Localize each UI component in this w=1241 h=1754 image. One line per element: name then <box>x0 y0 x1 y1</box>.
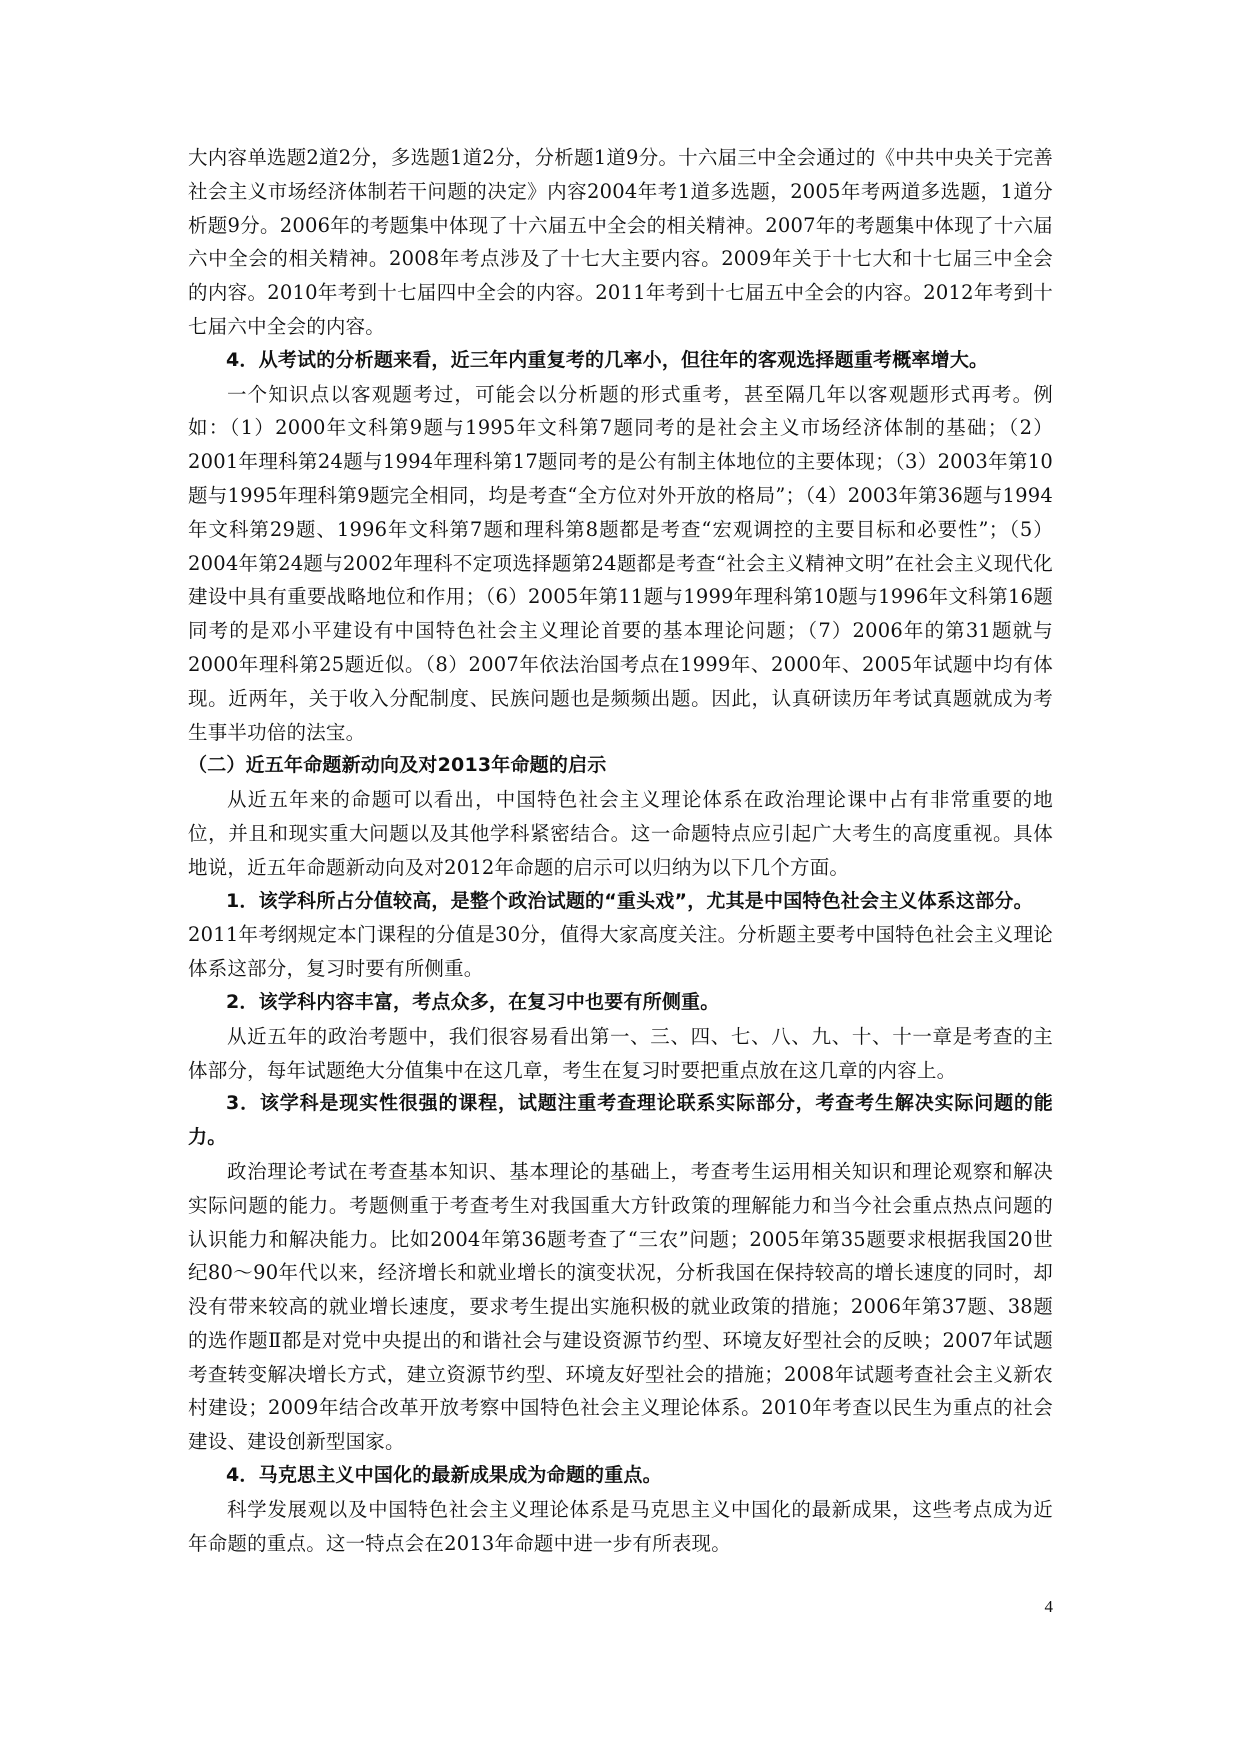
document-page <box>188 141 1053 1560</box>
paragraph-point-4b: 科学发展观以及中国特色社会主义理论体系是马克思主义中国化的最新成果，这些考点成为近年命题的重点。这一特点会在2013年命题中进一步有所表现。 <box>188 1497 1053 1555</box>
page-number: 4 <box>1044 1597 1053 1616</box>
paragraph-section-intro: 从近五年来的命题可以看出，中国特色社会主义理论体系在政治理论课中占有非常重要的地位，并且和现实重大问题以及其他学科紧密结合。这一命题特点应引起广大考生的高度重视。具体地说，近五年命题新动向及对2012年命题的启示可以归纳为以下几个方面。 <box>188 788 1053 879</box>
point-4b-heading: 4．马克思主义中国化的最新成果成为命题的重点。 <box>226 1464 662 1487</box>
paragraph-continued-intro: 大内容单选题2道2分，多选题1道2分，分析题1道9分。十六届三中全会通过的《中共中央关于完善社会主义市场经济体制若干问题的决定》内容2004年考1道多选题，2005年考两道多选题，1道分析题9分。2006年的考题集中体现了十六届五中全会的相关精神。2007年的考题集中体现了十六届六中全会的相关精神。2008年考点涉及了十七大主要内容。2009年关于十七大和十七届三中全会的内容。2010年考到十七届四中全会的内容。2011年考到十七届五中全会的内容。2012年考到十七届六中全会的内容。 <box>188 146 1053 338</box>
section-two-heading: （二）近五年命题新动向及对2013年命题的启示 <box>188 754 607 777</box>
point-4-heading: 4．从考试的分析题来看，近三年内重复考的几率小，但往年的客观选择题重考概率增大。 <box>226 348 989 371</box>
paragraph-point-2: 从近五年的政治考题中，我们很容易看出第一、三、四、七、八、九、十、十一章是考查的主体部分，每年试题绝大分值集中在这几章，考生在复习时要把重点放在这几章的内容上。 <box>188 1024 1053 1082</box>
point-3-heading: 3．该学科是现实性很强的课程，试题注重考查理论联系实际部分，考查考生解决实际问题的能力。 <box>188 1092 1053 1149</box>
paragraph-point-3: 政治理论考试在考查基本知识、基本理论的基础上，考查考生运用相关知识和理论观察和解决实际问题的能力。考题侧重于考查考生对我国重大方针政策的理解能力和当今社会重点热点问题的认识能力和解决能力。比如2004年第36题考查了“三农”问题；2005年第35题要求根据我国20世纪80～90年代以来，经济增长和就业增长的演变状况，分析我国在保持较高的增长速度的同时，却没有带来较高的就业增长速度，要求考生提出实施积极的就业政策的措施；2006年第37题、38题的选作题Ⅱ都是对党中央提出的和谐社会与建设资源节约型、环境友好型社会的反映；2007年试题考查转变解决增长方式，建立资源节约型、环境友好型社会的措施；2008年试题考查社会主义新农村建设；2009年结合改革开放考察中国特色社会主义理论体系。2010年考查以民生为重点的社会建设、建设创新型国家。 <box>188 1159 1053 1454</box>
point-1-heading: 1．该学科所占分值较高，是整个政治试题的“重头戏”，尤其是中国特色社会主义体系这部分。 <box>226 889 1033 912</box>
paragraph-examples: 一个知识点以客观题考过，可能会以分析题的形式重考，甚至隔几年以客观题形式再考。例如：（1）2000年文科第9题与1995年文科第7题同考的是社会主义市场经济体制的基础；（2）2001年理科第24题与1994年理科第17题同考的是公有制主体地位的主要体现；（3）2003年第10题与1995年理科第9题完全相同，均是考查“全方位对外开放的格局”；（4）2003年第36题与1994年文科第29题、1996年文科第7题和理科第8题都是考查“宏观调控的主要目标和必要性”；（5）2004年第24题与2002年理科不定项选择题第24题都是考查“社会主义精神文明”在社会主义现代化建设中具有重要战略地位和作用；（6）2005年第11题与1999年理科第10题与1996年文科第16题同考的是邓小平建设有中国特色社会主义理论首要的基本理论问题；（7）2006年的第31题就与2000年理科第25题近似。（8）2007年依法治国考点在1999年、2000年、2005年试题中均有体现。近两年，关于收入分配制度、民族问题也是频频出题。因此，认真研读历年考试真题就成为考生事半功倍的法宝。 <box>188 382 1053 744</box>
point-2-heading: 2．该学科内容丰富，考点众多，在复习中也要有所侧重。 <box>226 990 720 1013</box>
paragraph-point-1: 2011年考纲规定本门课程的分值是30分，值得大家高度关注。分析题主要考中国特色社会主义理论体系这部分，复习时要有所侧重。 <box>188 923 1053 981</box>
